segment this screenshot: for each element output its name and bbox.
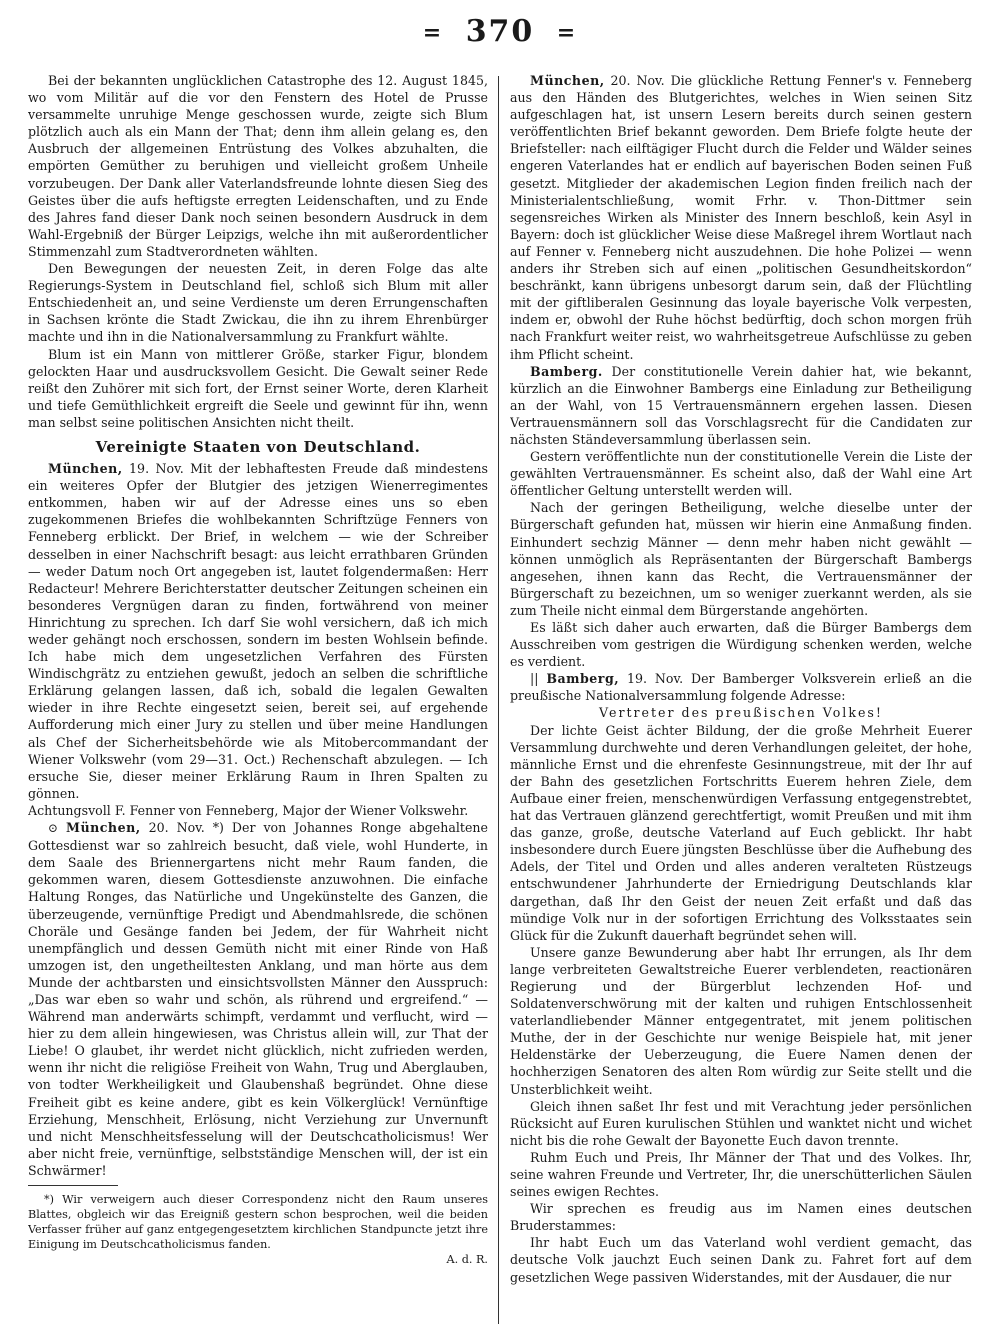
article-text: Mit der lebhaftesten Freude daß mindestens ein weiteres Opfer der Blutgier des jetzigen Wienerregimentes entkommen, haben wir auf der Adresse eines uns so eben zugekommenen Briefes die wohlbekannten Schriftzüge Fenners von Fenneberg erblickt. Der Brief, in welchem — wie der Schreiber desselben in einer Nachschrift besagt: aus leicht errathbaren Gründen — weder Datum noch Ort angegeben ist, lautet folgendermaßen: Herr Redacteur! Mehrere Berichterstatter deutscher Zeitungen scheinen ein besonderes Vergnügen daran zu finden, fortwährend von meiner Hinrichtung zu sprechen. Ich darf Sie wohl versichern, daß ich mich weder gehängt noch erschossen, sondern im besten Wohlsein befinde. Ich habe mich dem ungesetzlichen Verfahren des Fürsten Windischgrätz zu entziehen gewußt, jedoch an selben die schriftliche Erklärung gelangen lassen, daß ich, sobald die legalen Gewalten wieder in ihre Rechte eingesetzt seien, bereit sei, auf ergehende Aufforderung mich einer Jury zu stellen und über meine Handlungen als Chef der Sicherheitsbehörde wie als Mitobercommandant der Wiener Volkswehr (vom 29—31. Oct.) Rechenschaft abzulegen. — Ich ersuche Sie, dieser meiner Erklärung Raum in Ihren Spalten zu gönnen.: [28, 461, 488, 801]
blum-paragraph-1: Bei der bekannten unglücklichen Catastrophe des 12. August 1845, wo vom Militär auf die vor den Fenstern des Hotel de Prusse versammelte unruhige Menge geschossen wurde, zeigte sich Blum plötzlich auch als ein Mann der That; denn ihm allein gelang es, den Ausbruch der allgemeinen Entrüstung des Volkes abzuhalten, die empörten Gemüther zu beruhigen und vielleicht großem Unheile vorzubeugen. Der Dank aller Vaterlandsfreunde lohnte diesen Sieg des Geistes über die aufs heftigste erregten Leidenschaften, und zu Ende des Jahres fand dieser Dank noch seinen besondern Ausdruck in dem Wahl-Ergebniß der Bürger Leipzigs, welche ihn mit außerordentlicher Stimmenzahl zum Stadtverordneten wählten.: [28, 73, 488, 259]
correspondent-mark-icon: ⊙: [48, 821, 59, 836]
page-number-header: [0, 14, 1000, 49]
blum-paragraph-3: Blum ist ein Mann von mittlerer Größe, starker Figur, blondem gelockten Haar und ausdrucksvollem Gesicht. Die Gewalt seiner Rede reißt den Zuhörer mit sich fort, der Ernst seiner Worte, deren Klarheit und tiefe Gemüthlichkeit ergreift die Seele und gewinnt für ihn, wenn man selbst seine politischen Ansichten nicht theilt.: [28, 346, 488, 430]
article-text: Der Bamberger Volksverein erließ an die preußische Nationalversammlung folgende Adresse:: [510, 671, 972, 704]
article-text: Der von Johannes Ronge abgehaltene Gottesdienst war so zahlreich besucht, daß viele, wohl Hunderte, in dem Saale des Briennergartens nicht mehr Raum fanden, die gekommen waren, diesem Gottesdienste anzuwohnen. Die einfache Haltung Ronges, das Natürliche und Ungekünstelte des Ganzen, die überzeugende, vernünftige Predigt und Abendmahlsrede, die schönen Choräle und Gesänge fanden bei Jedem, der für Wahrheit nicht unempfänglich und dessen Gemüth nicht mit einer Rinde von Haß umzogen ist, den ungetheiltesten Anklang, und man hörte aus dem Munde der achtbarsten und einsichtsvollsten Männer den Ausspruch: „Das war eben so wahr und schön, als rührend und ergreifend.“ — Während man anderwärts schimpft, verdammt und verflucht, wird — hier zu dem allein hingewiesen, was Christus allein will, zur That der Liebe! O glaubet, ihr werdet nicht glücklich, nicht zufrieden werden, wenn ihr nicht die religiöse Freiheit von Wahn, Trug und Aberglauben, von todter Werkheiligkeit und Glaubenshaß begründet. Ohne diese Freiheit gibt es keine andere, gibt es kein Völkerglück! Vernünftige Erziehung, Menschheit, Erlösung, nicht Verziehung zur Unvernunft und nicht Menschheitsfesselung will der Deutschcatholicismus! Wer aber nicht freie, vernünftige, selbstständige Menschen will, der ist ein Schwärmer!: [28, 820, 488, 1178]
dateline-place: Bamberg.: [530, 363, 603, 379]
dateline-place: München,: [66, 820, 141, 836]
address-paragraph-1: Der lichte Geist ächter Bildung, der die große Mehrheit Euerer Versammlung durchwehte und deren Verhandlungen geleitet, der hohe, männliche Ernst und die ehrenfeste Gesinnungstreue, mit der Ihr auf der Bahn des gesetzlichen Fortschritts Euerem hehren Ziele, dem Aufbaue einer freien, menschenwürdigen Verfassung entgegenstrebtet, hat das Vertrauen glänzend gerechtfertigt, womit Preußen und mit ihm das ganze, große, deutsche Vaterland auf Euch geblickt. Ihr habt insbesondere durch Euere jüngsten Beschlüsse über die Aufhebung des Adels, der Titel und Orden und alles anderen veralteten Rüstzeugs entschwundener Jahrhunderte der Erniedrigung Deutschlands klar dargethan, daß Ihr den Geist der neuen Zeit erfaßt und daß das mündige Volk nur in der sofortigen Errichtung des Volksstaates sein Glück für die Zukunft dauerhaft begründet sehen will.: [510, 722, 972, 943]
dateline-date: 19. Nov.: [627, 671, 684, 687]
dateline-place: München,: [48, 461, 123, 477]
correspondent-mark-icon: ||: [530, 671, 539, 687]
address-heading: Vertreter des preußischen Volkes!: [599, 705, 883, 721]
article-munich-20-nov-fenner: [510, 72, 972, 363]
article-bamberg-3: Nach der geringen Betheiligung, welche dieselbe unter der Bürgerschaft gefunden hat, müssen wir hierin eine Anmaßung finden. Einhundert sechzig Männer — denn mehr haben nicht gewählt — können unmöglich als Repräsentanten der Bürgerschaft Bambergs angesehen, ihnen kann das Recht, die Vertrauensmänner der Bürgerschaft zu bezeichnen, um so weniger zuerkannt werden, als sie zum Theile nicht einmal dem Bürgerstande angehörten.: [510, 500, 972, 618]
article-bamberg-1: [510, 363, 972, 448]
footnote: *) Wir verweigern auch dieser Correspondenz nicht den Raum unseres Blattes, obgleich wir das Ereigniß gestern schon besprochen, weil die beiden Verfasser früher auf ganz entgegengesetztem kirchlichen Standpuncte jetzt ihre Einigung im Deutschcatholicismus fanden.: [28, 1193, 488, 1251]
section-heading: Vereinigte Staaten von Deutschland.: [95, 437, 421, 456]
right-column: [510, 72, 972, 1328]
article-bamberg-4: Es läßt sich daher auch erwarten, daß die Bürger Bambergs dem Ausschreiben vom gestrigen die Würdigung schenken werden, welche es verdient.: [510, 620, 972, 670]
article-text: Der constitutionelle Verein dahier hat, wie bekannt, kürzlich an die Einwohner Bambergs eine Einladung zur Betheiligung an der Wahl, von 15 Vertrauensmännern ergehen lassen. Diesen Vertrauensmännern soll das Vorschlagsrecht für die Candidaten zur nächsten Ständeversammlung überlassen sein.: [510, 363, 972, 447]
footnote-signature: A. d. R.: [446, 1253, 488, 1266]
address-paragraph-6: Ihr habt Euch um das Vaterland wohl verdient gemacht, das deutsche Volk jauchzt Euch seinen Dank zu. Fahret fort auf dem gesetzlichen Wege passiven Widerstandes, mit der Ausdauer, die nur: [510, 1235, 972, 1285]
article-munich-19-nov: [28, 460, 488, 802]
article-text: Die glückliche Rettung Fenner's v. Fenneberg aus den Händen des Blutgerichtes, welches in Wien seinen Sitz aufgeschlagen hat, ist unsern Lesern bereits durch seinen gestern veröffentlichten Brief bekannt geworden. Dem Briefe folgte heute der Briefsteller: nach eilftägiger Flucht durch die Felder und Wälder seines engeren Vaterlandes hat er endlich auf bayerischen Boden seinen Fuß gesetzt. Mitglieder der akademischen Legion finden freilich nach der Ministerialentschließung, womit Frhr. v. Thon-Dittmer sein segensreiches Wirken als Minister des Innern beschloß, kein Asyl in Bayern: doch ist glücklicher Weise diese Maßregel ihrem Wortlaut nach auf Fenner v. Fenneberg nicht auszudehnen. Die hohe Polizei — wenn anders ihr Streben sich auf einen „politischen Gesundheitskordon“ beschränkt, kann übrigens unbesorgt darum sein, daß der Flüchtling mit der giftliberalen Gesinnung das loyale bayerische Volk verpesten, indem er, obwohl der Ruhe höchst bedürftig, doch schon morgen früh nach Frankfurt weiter reist, wo wahrheitsgetreue Aufschlüsse zu geben ihm Pflicht scheint.: [510, 73, 972, 362]
dateline-place: München,: [530, 73, 605, 88]
dateline-date: 19. Nov.: [129, 461, 184, 477]
left-column: [28, 72, 488, 1328]
column-divider: [498, 76, 499, 1324]
address-paragraph-4: Ruhm Euch und Preis, Ihr Männer der That und des Volkes. Ihr, seine wahren Freunde und Vertreter, Ihr, die unerschütterlichen Säulen seines ewigen Rechtes.: [510, 1149, 972, 1200]
address-paragraph-2: Unsere ganze Bewunderung aber habt Ihr errungen, als Ihr dem lange verbreiteten Gewaltstreiche Euerer verblendeten, reactionären Regierung und der Bürgerblut lechzenden Hof- und Soldatenverschwörung mit der kalten und ruhigen Entschlossenheit vaterlandliebender Männer entgegentratet, mit jenem politischen Muthe, der in der Geschichte nur wenige Beispiele hat, mit jener Heldenstärke der Ueberzeugung, die Euere Namen denen der hochherzigen Senatoren des alten Rom würdig zur Seite stellt und die Unsterblichkeit weiht.: [510, 944, 972, 1097]
page-number: 370: [465, 14, 535, 49]
dateline-place: Bamberg,: [546, 671, 620, 687]
article-bamberg-19-nov: [510, 670, 972, 704]
address-paragraph-3: Gleich ihnen saßet Ihr fest und mit Verachtung jeder persönlichen Rücksicht auf Euren kurulischen Stühlen und wanktet nicht und wichet nicht bis die rohe Gewalt der Bayonette Euch davon trennte.: [510, 1098, 972, 1148]
blum-paragraph-2: Den Bewegungen der neuesten Zeit, in deren Folge das alte Regierungs-System in Deutschland fiel, schloß sich Blum mit aller Entschiedenheit an, und seine Verdienste um deren Errungenschaften in Sachsen krönte die Stadt Zwickau, die ihn zu ihrem Ehrenbürger machte und ihn in die Nationalversammlung zu Frankfurt wählte.: [28, 261, 488, 345]
page-number-decoration-left: =: [422, 20, 444, 46]
page-number-decoration-right: =: [556, 20, 578, 46]
address-paragraph-5: Wir sprechen es freudig aus im Namen eines deutschen Bruderstammes:: [510, 1201, 972, 1234]
article-munich-20-nov-ronge: [28, 819, 488, 1179]
dateline-date: 20. Nov. *): [148, 820, 224, 836]
dateline-date: 20. Nov.: [610, 73, 665, 88]
article-bamberg-2: Gestern veröffentlichte nun der constitutionelle Verein die Liste der gewählten Vertrauensmänner. Es scheint also, daß der Wahl eine Art öffentlicher Geltung unterstellt werden will.: [510, 449, 972, 499]
letter-signature: Achtungsvoll F. Fenner von Fenneberg, Major der Wiener Volkswehr.: [28, 802, 469, 818]
footnote-rule: [28, 1185, 118, 1186]
